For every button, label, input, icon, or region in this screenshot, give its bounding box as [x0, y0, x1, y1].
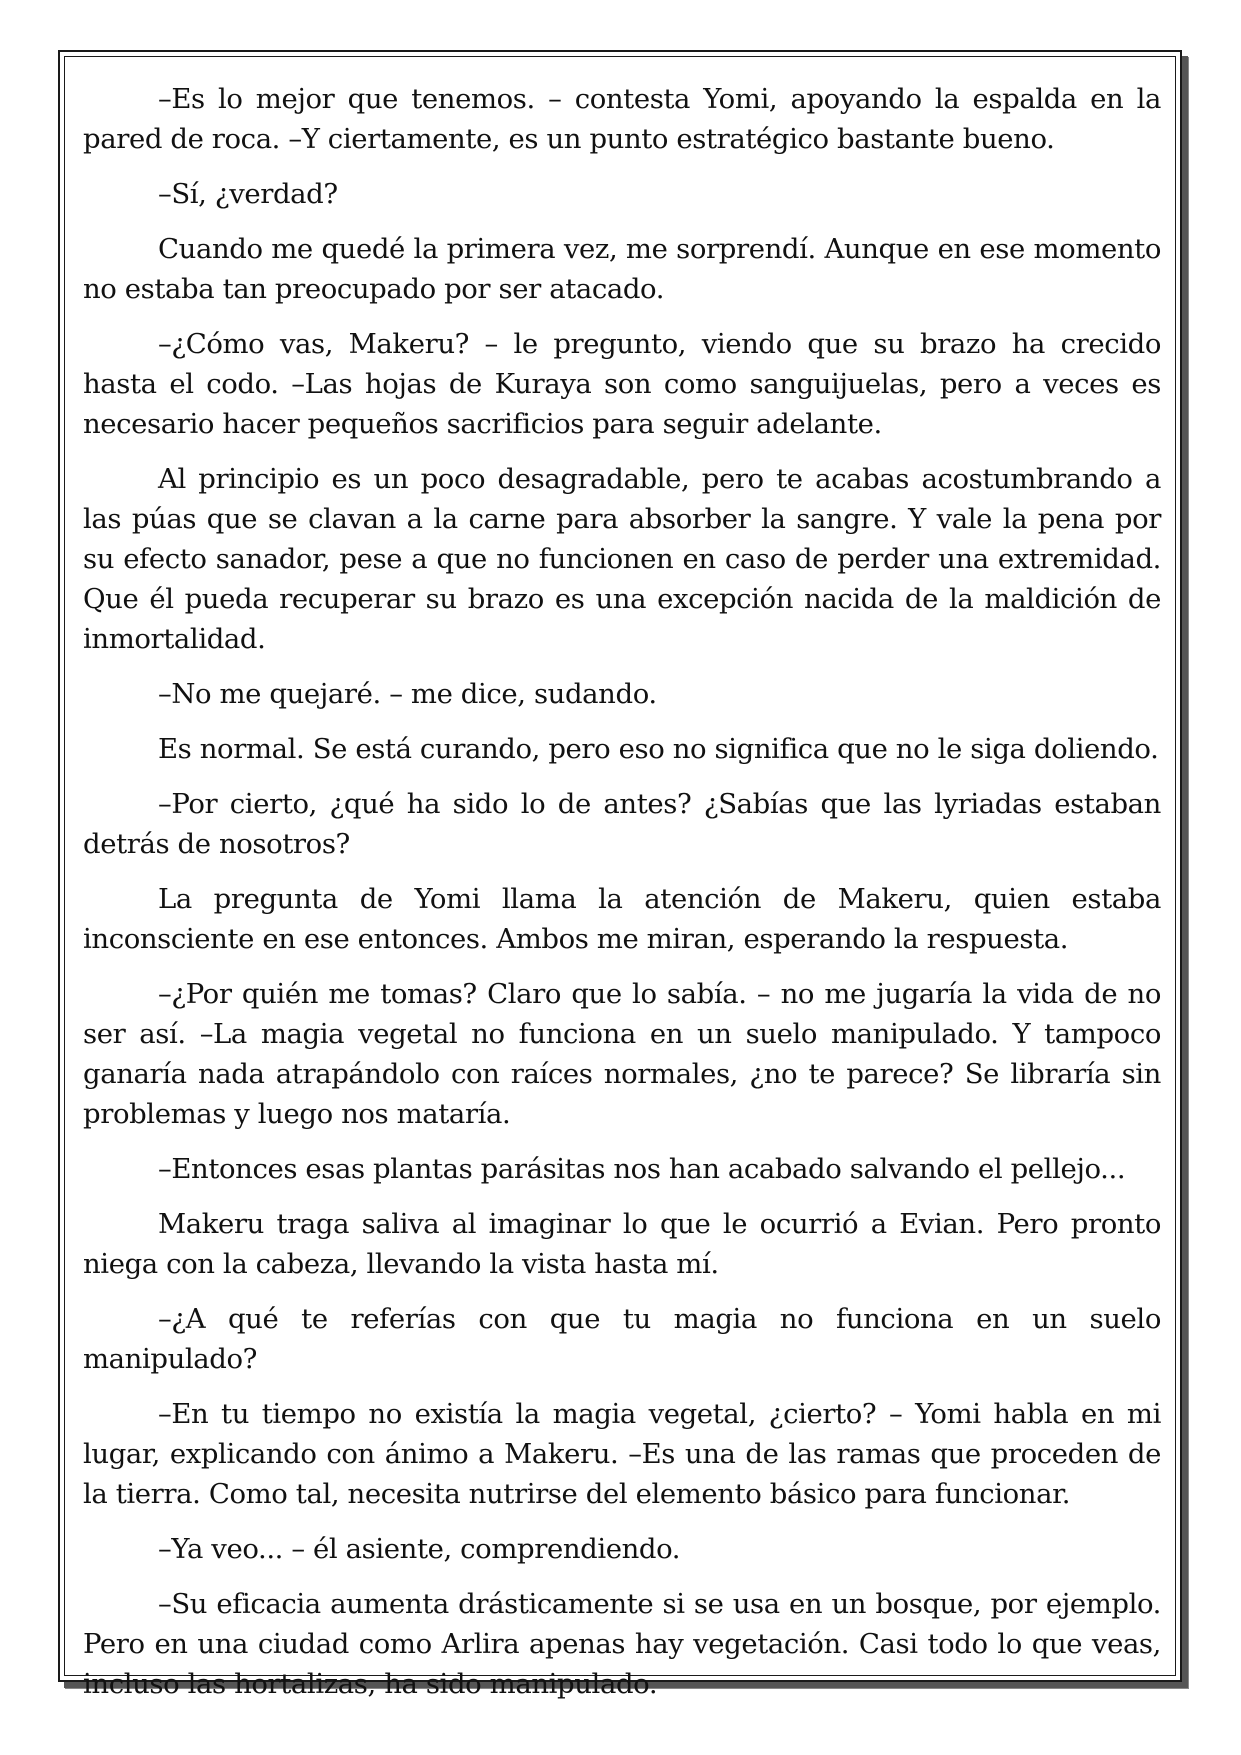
paragraph: –Ya veo... – él asiente, comprendiendo. — [158, 1533, 681, 1565]
paragraph: Cuando me quedé la primera vez, me sorprendí. Aunque en ese momento no estaba tan preocupado por ser atacado. — [83, 233, 1161, 305]
paragraph: Al principio es un poco desagradable, pero te acabas acostumbrando a las púas que se clavan a la carne para absorber la sangre. Y vale la pena por su efecto sanador, pese a que no funcionen en caso de perder una extremidad. Que él pueda recuperar su brazo es una excepción nacida de la maldición de inmortalidad. — [83, 463, 1161, 655]
paragraph: –Es lo mejor que tenemos. – contesta Yomi, apoyando la espalda en la pared de roca. –Y ciertamente, es un punto estratégico bastante bueno. — [83, 83, 1161, 155]
paragraph: Makeru traga saliva al imaginar lo que le ocurrió a Evian. Pero pronto niega con la cabeza, llevando la vista hasta mí. — [83, 1208, 1161, 1280]
paragraph: –Por cierto, ¿qué ha sido lo de antes? ¿Sabías que las lyriadas estaban detrás de nosotros? — [83, 788, 1161, 860]
paragraph: –Su eficacia aumenta drásticamente si se usa en un bosque, por ejemplo. Pero en una ciudad como Arlira apenas hay vegetación. Casi todo lo que veas, incluso las hortalizas, ha sido manipulado. — [83, 1588, 1161, 1700]
page-frame — [58, 50, 1182, 1700]
text-body — [83, 79, 1161, 1719]
paragraph: Es normal. Se está curando, pero eso no significa que no le siga doliendo. — [158, 733, 1159, 765]
paragraph: –No me quejaré. – me dice, sudando. — [158, 678, 657, 710]
paragraph: –En tu tiempo no existía la magia vegetal, ¿cierto? – Yomi habla en mi lugar, explicando con ánimo a Makeru. –Es una de las ramas que proceden de la tierra. Como tal, necesita nutrirse del elemento básico para funcionar. — [83, 1398, 1161, 1510]
paragraph: –¿A qué te referías con que tu magia no funciona en un suelo manipulado? — [83, 1303, 1161, 1375]
paragraph: La pregunta de Yomi llama la atención de Makeru, quien estaba inconsciente en ese entonces. Ambos me miran, esperando la respuesta. — [83, 883, 1161, 955]
paragraph: –Entonces esas plantas parásitas nos han acabado salvando el pellejo... — [158, 1153, 1126, 1185]
paragraph: –¿Por quién me tomas? Claro que lo sabía. – no me jugaría la vida de no ser así. –La magia vegetal no funciona en un suelo manipulado. Y tampoco ganaría nada atrapándolo con raíces normales, ¿no te parece? Se libraría sin problemas y luego nos mataría. — [83, 978, 1161, 1130]
page-inner-border — [64, 56, 1176, 1700]
paragraph: –¿Cómo vas, Makeru? – le pregunto, viendo que su brazo ha crecido hasta el codo. –Las hojas de Kuraya son como sanguijuelas, pero a veces es necesario hacer pequeños sacrificios para seguir adelante. — [83, 328, 1161, 440]
paragraph: –Sí, ¿verdad? — [158, 178, 338, 210]
